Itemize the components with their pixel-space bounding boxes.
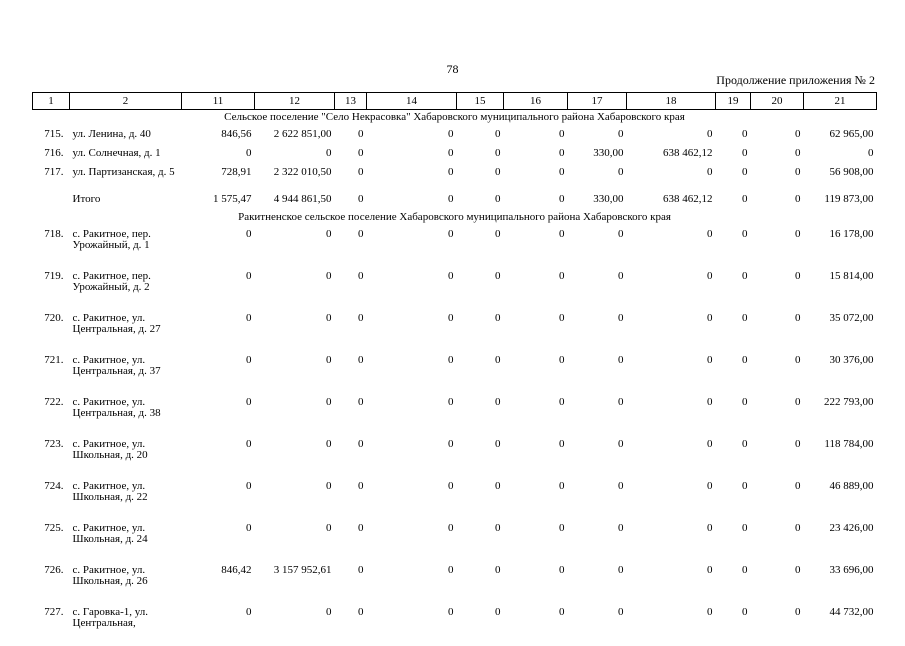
value-cell: 16 178,00 [829,228,874,240]
value-cell: 0 [448,606,454,618]
value-cell: 0 [707,606,713,618]
table-row [33,394,877,436]
address-cell: с. Ракитное, ул. Центральная, д. 37 [72,354,161,377]
value-cell: 0 [795,564,801,576]
value-cell: 0 [448,270,454,282]
value-cell: 0 [795,480,801,492]
section-title: Ракитненское сельское поселение Хабаровского муниципального района Хабаровского края [238,211,671,223]
value-cell: 0 [495,480,501,492]
value-cell: 2 622 851,00 [273,128,332,140]
address-cell: с. Ракитное, ул. Школьная, д. 22 [72,480,148,503]
value-cell: 0 [448,522,454,534]
value-cell: 0 [559,564,565,576]
column-header: 17 [568,93,627,110]
table-row [33,520,877,562]
address-cell: ул. Ленина, д. 40 [72,128,151,140]
value-cell: 0 [618,270,624,282]
value-cell: 0 [358,438,364,450]
value-cell: 0 [559,166,565,178]
value-cell: 0 [618,354,624,366]
row-number: 721. [44,354,64,366]
value-cell: 0 [246,270,252,282]
row-number [33,191,70,210]
value-cell: 0 [448,438,454,450]
value-cell: 0 [358,480,364,492]
column-header: 19 [716,93,751,110]
value-cell: 0 [495,564,501,576]
row-number: 724. [44,480,64,492]
value-cell: 0 [707,354,713,366]
value-cell: 846,56 [221,128,252,140]
value-cell: 0 [742,128,748,140]
value-cell: 0 [742,396,748,408]
value-cell: 0 [448,480,454,492]
row-number: 719. [44,270,64,282]
value-cell: 0 [559,270,565,282]
table-row [33,478,877,520]
value-cell: 0 [618,564,624,576]
row-number: 718. [44,228,64,240]
value-cell: 0 [707,396,713,408]
value-cell: 0 [358,128,364,140]
row-number: 716. [44,147,64,159]
value-cell: 46 889,00 [829,480,874,492]
value-cell: 0 [326,438,332,450]
value-cell: 638 462,12 [663,147,713,159]
column-header: 21 [804,93,877,110]
address-cell: с. Ракитное, ул. Школьная, д. 24 [72,522,148,545]
page-number: 78 [446,62,459,76]
value-cell: 0 [559,354,565,366]
column-header: 16 [504,93,568,110]
column-header: 2 [70,93,182,110]
table-row [33,164,877,191]
value-cell: 23 426,00 [829,522,874,534]
value-cell: 0 [618,606,624,618]
value-cell: 119 873,00 [824,193,874,205]
value-cell: 0 [618,312,624,324]
value-cell: 0 [742,564,748,576]
section-title: Сельское поселение "Село Некрасовка" Хабаровского муниципального района Хабаровского края [224,111,685,123]
value-cell: 222 793,00 [824,396,874,408]
value-cell: 0 [795,354,801,366]
value-cell: 0 [326,606,332,618]
value-cell: 4 944 861,50 [273,193,332,205]
value-cell: 0 [358,147,364,159]
address-cell: с. Ракитное, ул. Школьная, д. 20 [72,438,148,461]
value-cell: 56 908,00 [829,166,874,178]
value-cell: 0 [559,228,565,240]
value-cell: 0 [246,147,252,159]
value-cell: 0 [326,396,332,408]
value-cell: 0 [358,396,364,408]
value-cell: 0 [495,312,501,324]
value-cell: 35 072,00 [829,312,874,324]
value-cell: 846,42 [221,564,252,576]
value-cell: 0 [358,228,364,240]
value-cell: 0 [742,438,748,450]
table-row [33,191,877,210]
value-cell: 0 [448,312,454,324]
value-cell: 0 [495,606,501,618]
address-cell: с. Гаровка-1, ул. Центральная, [72,606,149,629]
value-cell: 0 [618,396,624,408]
value-cell: 0 [618,438,624,450]
value-cell: 3 157 952,61 [273,564,332,576]
value-cell: 0 [707,564,713,576]
value-cell: 0 [559,522,565,534]
value-cell: 0 [495,228,501,240]
value-cell: 638 462,12 [663,193,713,205]
value-cell: 0 [495,270,501,282]
value-cell: 0 [795,147,801,159]
section-title-row [33,210,877,226]
address-cell: ул. Солнечная, д. 1 [72,147,161,159]
value-cell: 0 [795,438,801,450]
table-row [33,126,877,145]
address-cell: с. Ракитное, ул. Школьная, д. 26 [72,564,148,587]
value-cell: 0 [358,354,364,366]
value-cell: 0 [559,147,565,159]
value-cell: 0 [358,166,364,178]
value-cell: 0 [707,228,713,240]
column-header: 11 [182,93,255,110]
value-cell: 0 [795,128,801,140]
value-cell: 0 [618,228,624,240]
row-number: 722. [44,396,64,408]
value-cell: 0 [448,564,454,576]
value-cell: 0 [448,166,454,178]
value-cell: 0 [326,522,332,534]
value-cell: 0 [326,270,332,282]
value-cell: 330,00 [593,147,624,159]
value-cell: 0 [795,166,801,178]
value-cell: 0 [795,396,801,408]
value-cell: 0 [495,354,501,366]
value-cell: 0 [326,228,332,240]
table-row [33,310,877,352]
row-number: 720. [44,312,64,324]
address-cell: ул. Партизанская, д. 5 [72,166,175,178]
value-cell: 0 [707,438,713,450]
table-row [33,562,877,604]
value-cell: 0 [742,193,748,205]
row-number: 723. [44,438,64,450]
value-cell: 0 [559,128,565,140]
column-header: 1 [33,93,70,110]
column-header: 18 [627,93,716,110]
column-header: 14 [367,93,457,110]
value-cell: 0 [742,147,748,159]
value-cell: 118 784,00 [824,438,874,450]
value-cell: 0 [246,312,252,324]
value-cell: 0 [326,312,332,324]
value-cell: 0 [495,147,501,159]
value-cell: 0 [707,522,713,534]
value-cell: 0 [559,480,565,492]
value-cell: 0 [707,270,713,282]
value-cell: 44 732,00 [829,606,874,618]
value-cell: 0 [618,522,624,534]
value-cell: 0 [495,193,501,205]
value-cell: 0 [742,354,748,366]
value-cell: 0 [246,438,252,450]
row-number: 725. [44,522,64,534]
value-cell: 0 [707,128,713,140]
value-cell: 30 376,00 [829,354,874,366]
value-cell: 330,00 [593,193,624,205]
row-number: 715. [44,128,64,140]
data-table [32,92,877,646]
value-cell: 0 [246,606,252,618]
value-cell: 0 [795,522,801,534]
column-header: 13 [335,93,367,110]
value-cell: 0 [742,606,748,618]
value-cell: 0 [707,166,713,178]
value-cell: 728,91 [221,166,252,178]
value-cell: 0 [246,228,252,240]
value-cell: 0 [618,480,624,492]
address-cell: с. Ракитное, пер. Урожайный, д. 1 [72,228,151,251]
value-cell: 0 [707,312,713,324]
section-title-row [33,110,877,127]
value-cell: 0 [559,396,565,408]
value-cell: 0 [246,396,252,408]
table-row [33,436,877,478]
value-cell: 0 [495,522,501,534]
value-cell: 0 [795,228,801,240]
value-cell: 0 [448,396,454,408]
column-header: 20 [751,93,804,110]
value-cell: 0 [358,193,364,205]
address-cell: с. Ракитное, ул. Центральная, д. 27 [72,312,161,335]
value-cell: 0 [448,193,454,205]
address-cell: с. Ракитное, ул. Центральная, д. 38 [72,396,161,419]
value-cell: 0 [795,606,801,618]
value-cell: 0 [495,128,501,140]
value-cell: 0 [358,522,364,534]
value-cell: 33 696,00 [829,564,874,576]
header-row [33,93,877,110]
value-cell: 0 [448,354,454,366]
value-cell: 0 [559,312,565,324]
value-cell: 0 [495,166,501,178]
value-cell: 2 322 010,50 [273,166,332,178]
value-cell: 0 [742,270,748,282]
value-cell: 0 [246,522,252,534]
value-cell: 0 [707,480,713,492]
value-cell: 0 [448,228,454,240]
value-cell: 0 [326,480,332,492]
value-cell: 0 [358,270,364,282]
table-row [33,145,877,164]
value-cell: 0 [742,522,748,534]
value-cell: 0 [618,166,624,178]
value-cell: 0 [448,128,454,140]
value-cell: 0 [795,312,801,324]
address-cell: с. Ракитное, пер. Урожайный, д. 2 [72,270,151,293]
value-cell: 0 [795,270,801,282]
value-cell: 0 [795,193,801,205]
value-cell: 15 814,00 [829,270,874,282]
value-cell: 0 [559,438,565,450]
value-cell: 0 [742,312,748,324]
value-cell: 0 [868,147,874,159]
value-cell: 62 965,00 [829,128,874,140]
continuation-label: Продолжение приложения № 2 [716,73,875,87]
value-cell: 0 [742,166,748,178]
value-cell: 0 [358,606,364,618]
value-cell: 0 [448,147,454,159]
row-number: 726. [44,564,64,576]
row-number: 727. [44,606,64,618]
table-row [33,226,877,268]
column-header: 12 [255,93,335,110]
value-cell: 0 [618,128,624,140]
value-cell: 1 575,47 [213,193,252,205]
value-cell: 0 [358,312,364,324]
column-header: 15 [457,93,504,110]
value-cell: 0 [358,564,364,576]
value-cell: 0 [326,354,332,366]
value-cell: 0 [559,193,565,205]
table-row [33,268,877,310]
table-row [33,352,877,394]
value-cell: 0 [246,480,252,492]
value-cell: 0 [495,396,501,408]
value-cell: 0 [326,147,332,159]
value-cell: 0 [495,438,501,450]
value-cell: 0 [742,480,748,492]
value-cell: 0 [559,606,565,618]
address-cell: Итого [72,193,101,205]
value-cell: 0 [246,354,252,366]
row-number: 717. [44,166,64,178]
value-cell: 0 [742,228,748,240]
